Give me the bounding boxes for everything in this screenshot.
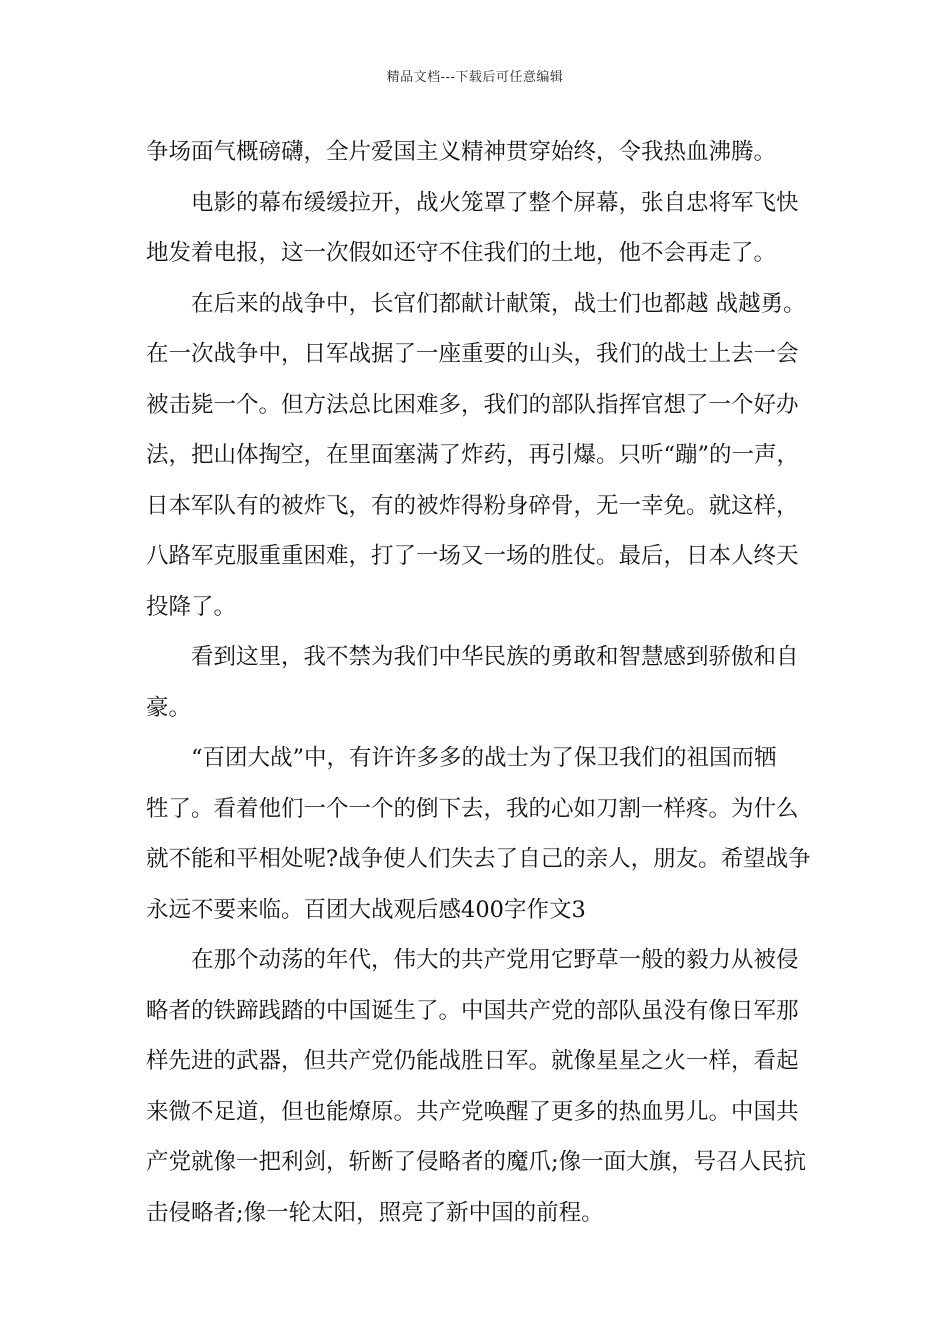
text-line: 来微不足道，但也能燎原。共产党唤醒了更多的热血男儿。中国共 [146,1098,799,1125]
text-line: 样先进的武器，但共产党仍能战胜日军。就像星星之火一样，看起 [146,1048,799,1074]
text-line: 产党就像一把利剑，斩断了侵略者的魔爪;像一面大旗，号召人民抗 [146,1149,807,1175]
page-header: 精品文档---下载后可任意编辑 [386,70,564,85]
text-line: 电影的幕布缓缓拉开，战火笼罩了整个屏幕，张自忠将军飞快 [191,189,799,216]
text-line: 击侵略者;像一轮太阳，照亮了新中国的前程。 [146,1199,604,1226]
text-line: 略者的铁蹄践踏的中国诞生了。中国共产党的部队虽没有像日军那 [146,997,799,1024]
text-line: 八路军克服重重困难，打了一场又一场的胜仗。最后，日本人终天 [146,543,799,569]
text-line: 法，把山体掏空，在里面塞满了炸药，再引爆。只听“蹦”的一声， [146,442,800,468]
text-line: 投降了。 [146,593,237,620]
text-line: 在一次战争中，日军战据了一座重要的山头，我们的战士上去一会 [146,341,799,367]
text-line: 牲了。看着他们一个一个的倒下去，我的心如刀割一样疼。为什么 [146,795,799,822]
text-line: 被击毙一个。但方法总比困难多，我们的部队指挥官想了一个好办 [146,391,799,418]
text-line: 争场面气概磅礴，全片爱国主义精神贯穿始终，令我热血沸腾。 [146,139,777,165]
text-line: 看到这里，我不禁为我们中华民族的勇敢和智慧感到骄傲和自 [191,644,799,670]
text-line: “百团大战”中，有许许多多的战士为了保卫我们的祖国而牺 [191,745,777,771]
text-line: 豪。 [146,694,192,721]
text-line: 就不能和平相处呢?战争使人们失去了自己的亲人，朋友。希望战争 [146,846,811,872]
text-line: 地发着电报，这一次假如还守不住我们的土地，他不会再走了。 [146,240,777,266]
text-line: 永远不要来临。百团大战观后感400字作文3 [146,896,586,923]
document-body [146,127,816,1238]
text-line: 在后来的战争中，长官们都献计献策，战士们也都越 战越勇。 [191,290,806,317]
text-line: 在那个动荡的年代，伟大的共产党用它野草一般的毅力从被侵 [191,947,799,973]
text-line: 日本军队有的被炸飞，有的被炸得粉身碎骨，无一幸免。就这样， [146,492,799,519]
